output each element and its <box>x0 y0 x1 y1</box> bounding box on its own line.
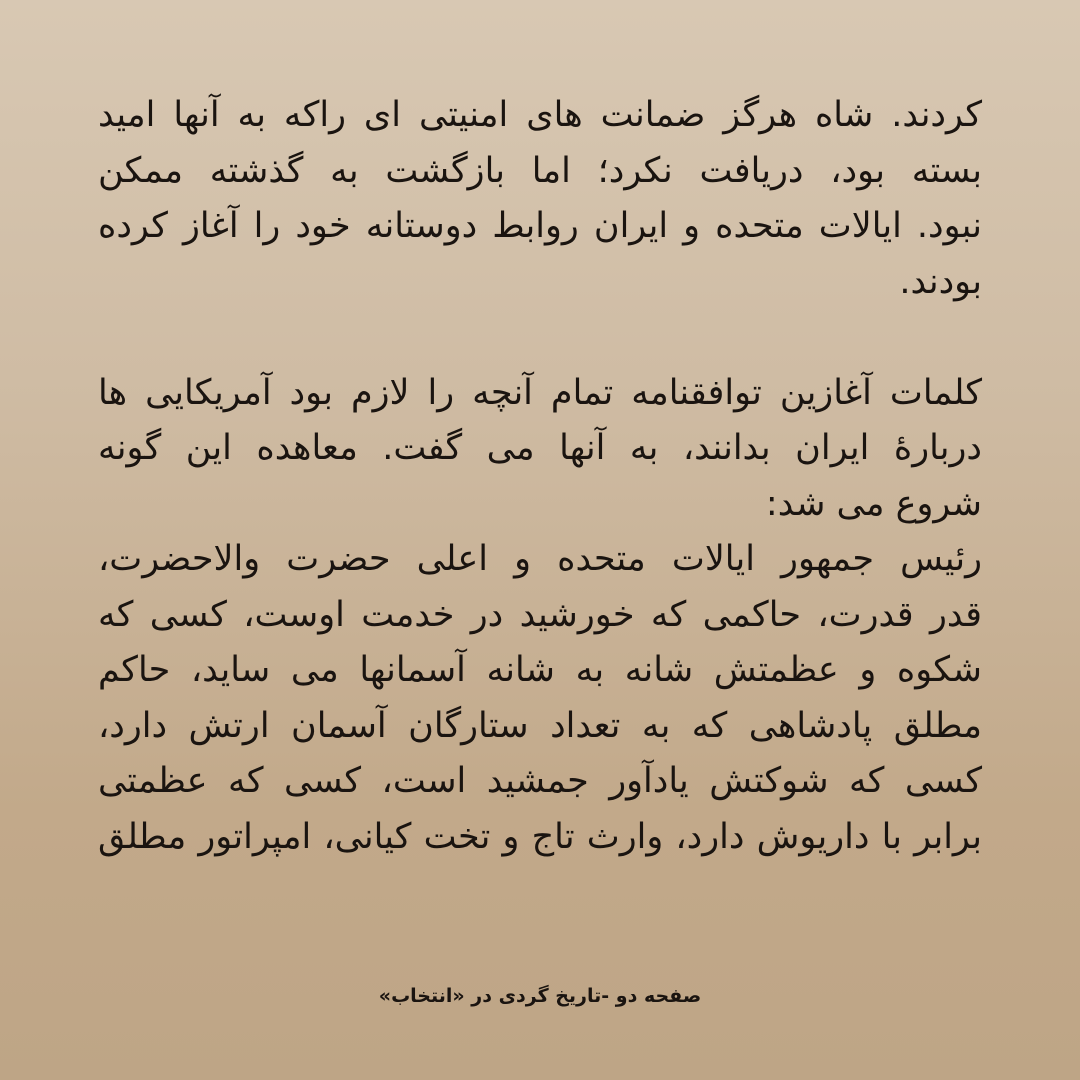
text-line: کسی که شوکتش یادآور جمشید است، کسی که عظمتی <box>98 761 982 801</box>
text-line: بودند. <box>899 261 982 302</box>
text-line: دربارهٔ ایران بدانند، به آنها می گفت. معاهده این گونه <box>98 428 982 468</box>
text-line: بسته بود، دریافت نکرد؛ اما بازگشت به گذشته ممکن <box>98 150 982 191</box>
text-line: نبود. ایالات متحده و ایران روابط دوستانه خود را آغاز کرده <box>98 206 982 246</box>
text-line: کردند. شاه هرگز ضمانت های امنیتی ای راکه به آنها امید <box>98 95 982 135</box>
text-line: شروع می شد: <box>765 483 982 524</box>
text-line: شکوه و عظمتش شانه به شانه آسمانها می ساید، حاکم <box>98 650 982 690</box>
text-line: برابر با داریوش دارد، وارث تاج و تخت کیانی، امپراتور مطلق <box>98 816 982 857</box>
page-footer: صفحه دو -تاریخ گردی در «انتخاب» <box>378 985 702 1007</box>
paragraph-gap <box>98 310 982 366</box>
text-line: مطلق پادشاهی که به تعداد ستارگان آسمان ارتش دارد، <box>98 705 982 746</box>
text-line: کلمات آغازین توافقنامه تمام آنچه را لازم بود آمریکایی ها <box>98 372 982 413</box>
text-line: قدر قدرت، حاکمی که خورشید در خدمت اوست، کسی که <box>98 594 982 635</box>
body-text <box>98 88 982 865</box>
text-line: رئیس جمهور ایالات متحده و اعلی حضرت والاحضرت، <box>98 539 982 579</box>
